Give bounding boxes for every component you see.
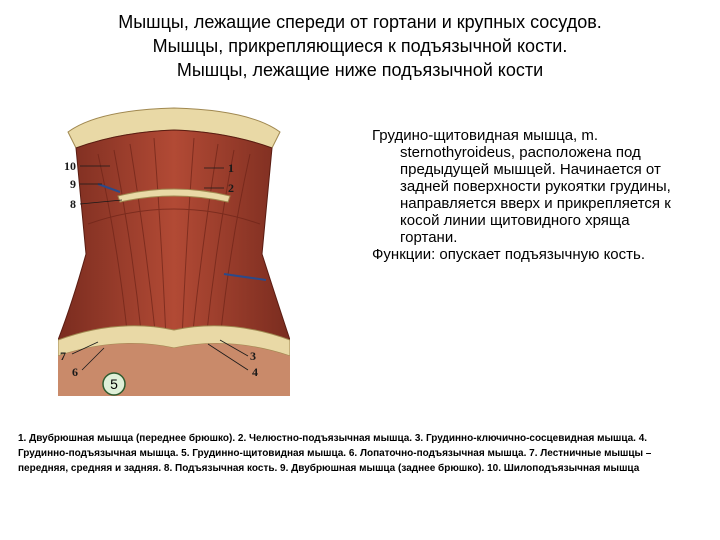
title-line-3: Мышцы, лежащие ниже подъязычной кости (176, 60, 544, 80)
neck-muscles-illustration (58, 104, 290, 396)
label-1: 1 (228, 161, 234, 175)
label-2: 2 (228, 181, 234, 195)
title-line-1: Мышцы, лежащие спереди от гортани и крупных сосудов. (118, 12, 602, 32)
label-6: 6 (72, 365, 78, 379)
label-7: 7 (60, 349, 66, 363)
label-4: 4 (252, 365, 258, 379)
slide-title (60, 10, 660, 82)
muscle-description (372, 127, 672, 263)
description-paragraph-2: Функции: опускает подъязычную кость. (372, 246, 646, 263)
figure-caption: 1. Двубрюшная мышца (переднее брюшко). 2. Челюстно-подъязычная мышца. 3. Грудинно-ключично-сосцевидная мышца. 4. Грудинно-подъязычная мышца. 5. Грудинно-щитовидная мышца. 6. Лопаточно-подъязычная мышца. 7. Лестничные мышцы – передняя, средняя и задняя. 8. Подъязычная кость. 9. Двубрюшная мышца (заднее брюшко). 10. Шилоподъязычная мышца (18, 433, 652, 474)
label-9: 9 (70, 177, 76, 191)
anatomy-drawing (58, 104, 290, 396)
label-3: 3 (250, 349, 256, 363)
badge-5-label: 5 (110, 376, 118, 392)
label-10: 10 (64, 159, 76, 173)
neck-muscle-mass (58, 130, 290, 340)
title-line-2: Мышцы, прикрепляющиеся к подъязычной кости. (152, 36, 568, 56)
label-8: 8 (70, 197, 76, 211)
description-paragraph-1: Грудино-щитовидная мышца, m. sternothyroideus, расположена под предыдущей мышцей. Начинается от задней поверхности рукоятки грудины, направляется вверх и прикрепляется к косой линии щитовидного хряща гортани. (372, 127, 671, 246)
